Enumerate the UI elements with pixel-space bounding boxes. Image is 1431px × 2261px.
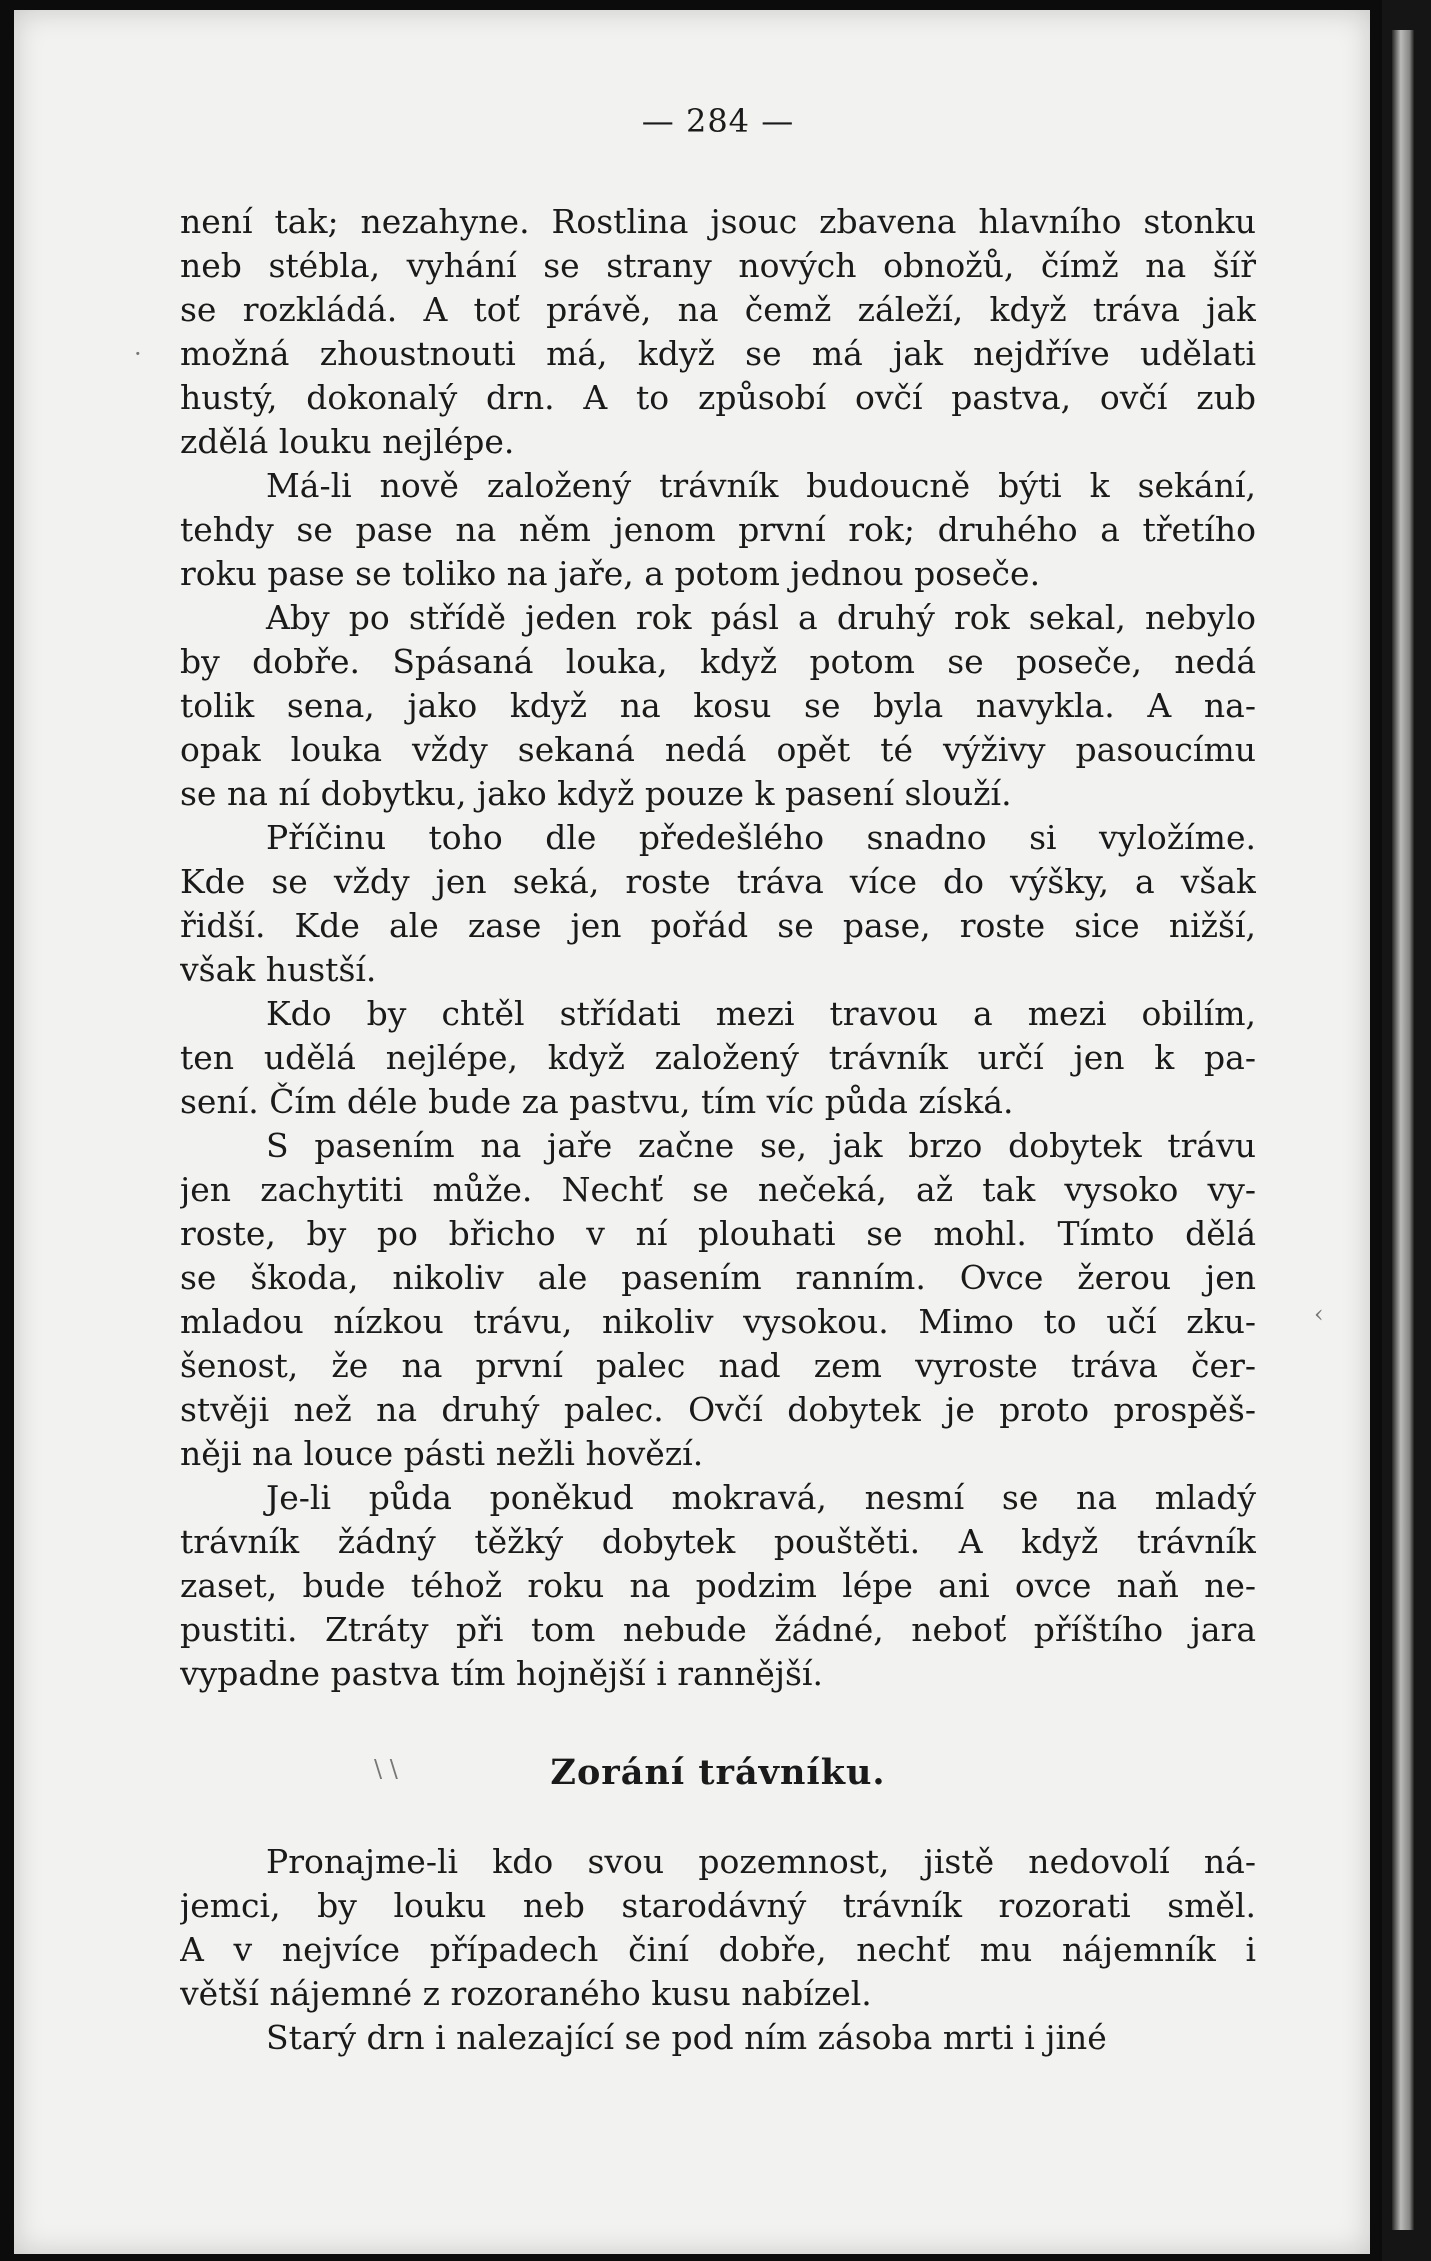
text-line: Má-li nově založený trávník budoucně býti k sekání, — [266, 466, 1256, 505]
text-line: není tak; nezahyne. Rostlina jsouc zbavena hlavního stonku — [180, 202, 1256, 241]
print-speck: \ \ — [374, 1755, 398, 1783]
page-number: — 284 — — [641, 102, 795, 140]
text-line: by dobře. Spásaná louka, když potom se poseče, nedá — [180, 642, 1256, 681]
text-line: tolik sena, jako když na kosu se byla navykla. A na- — [180, 686, 1256, 725]
text-line: ten udělá nejlépe, když založený trávník určí jen k pa- — [180, 1038, 1256, 1077]
text-line: Aby po střídě jeden rok pásl a druhý rok sekal, nebylo — [266, 598, 1256, 637]
text-line: něji na louce pásti nežli hovězí. — [180, 1434, 704, 1473]
section-heading: Zorání trávníku. — [550, 1752, 886, 1793]
text-line: Pronajme-li kdo svou pozemnost, jistě nedovolí ná- — [266, 1842, 1256, 1881]
text-line: se škoda, nikoliv ale pasením ranním. Ovce žerou jen — [180, 1258, 1256, 1297]
text-line: roste, by po břicho v ní plouhati se mohl. Tímto dělá — [180, 1214, 1256, 1253]
text-line: neb stébla, vyhání se strany nových obnožů, čímž na šíř — [180, 246, 1256, 285]
text-line: šenost, že na první palec nad zem vyroste tráva čer- — [180, 1346, 1256, 1385]
text-line: však hustší. — [180, 950, 377, 989]
text-line: tehdy se pase na něm jenom první rok; druhého a třetího — [180, 510, 1256, 549]
text-line: Kdo by chtěl střídati mezi travou a mezi obilím, — [266, 994, 1256, 1033]
text-line: se na ní dobytku, jako když pouze k pasení slouží. — [180, 774, 1012, 813]
book-page — [14, 10, 1370, 2254]
text-line: vypadne pastva tím hojnější i rannější. — [180, 1654, 823, 1693]
text-line: stvěji než na druhý palec. Ovčí dobytek je proto prospěš- — [180, 1390, 1256, 1429]
text-line: možná zhoustnouti má, když se má jak nejdříve udělati — [180, 334, 1256, 373]
print-speck: ‹ — [1314, 1300, 1324, 1328]
page-edge-shading — [1392, 30, 1414, 2230]
adjacent-page-edge — [1382, 0, 1431, 2261]
text-line: se rozkládá. A toť právě, na čemž záleží, když tráva jak — [180, 290, 1256, 329]
print-speck: · — [134, 340, 142, 368]
text-line: jen zachytiti může. Nechť se nečeká, až tak vysoko vy- — [180, 1170, 1256, 1209]
text-line: A v nejvíce případech činí dobře, nechť mu nájemník i — [180, 1930, 1256, 1969]
text-line: roku pase se toliko na jaře, a potom jednou poseče. — [180, 554, 1041, 593]
text-line: zdělá louku nejlépe. — [180, 422, 515, 461]
text-line: opak louka vždy sekaná nedá opět té výživy pasoucímu — [180, 730, 1256, 769]
text-line: S pasením na jaře začne se, jak brzo dobytek trávu — [266, 1126, 1256, 1165]
text-line: Kde se vždy jen seká, roste tráva více do výšky, a však — [180, 862, 1256, 901]
text-line: mladou nízkou trávu, nikoliv vysokou. Mimo to učí zku- — [180, 1302, 1256, 1341]
text-line: hustý, dokonalý drn. A to způsobí ovčí pastva, ovčí zub — [180, 378, 1256, 417]
text-line: Starý drn i nalezající se pod ním zásoba mrti i jiné — [266, 2018, 1107, 2057]
text-line: sení. Čím déle bude za pastvu, tím víc půda získá. — [180, 1082, 1014, 1121]
text-line: pustiti. Ztráty při tom nebude žádné, neboť příštího jara — [180, 1610, 1256, 1649]
text-line: Příčinu toho dle předešlého snadno si vyložíme. — [266, 818, 1256, 857]
text-line: jemci, by louku neb starodávný trávník rozorati směl. — [180, 1886, 1256, 1925]
text-line: trávník žádný těžký dobytek pouštěti. A když trávník — [180, 1522, 1256, 1561]
text-line: Je-li půda poněkud mokravá, nesmí se na mladý — [266, 1478, 1256, 1517]
text-line: větší nájemné z rozoraného kusu nabízel. — [180, 1974, 872, 2013]
text-line: zaset, bude téhož roku na podzim lépe ani ovce naň ne- — [180, 1566, 1256, 1605]
text-line: řidší. Kde ale zase jen pořád se pase, roste sice nižší, — [180, 906, 1256, 945]
